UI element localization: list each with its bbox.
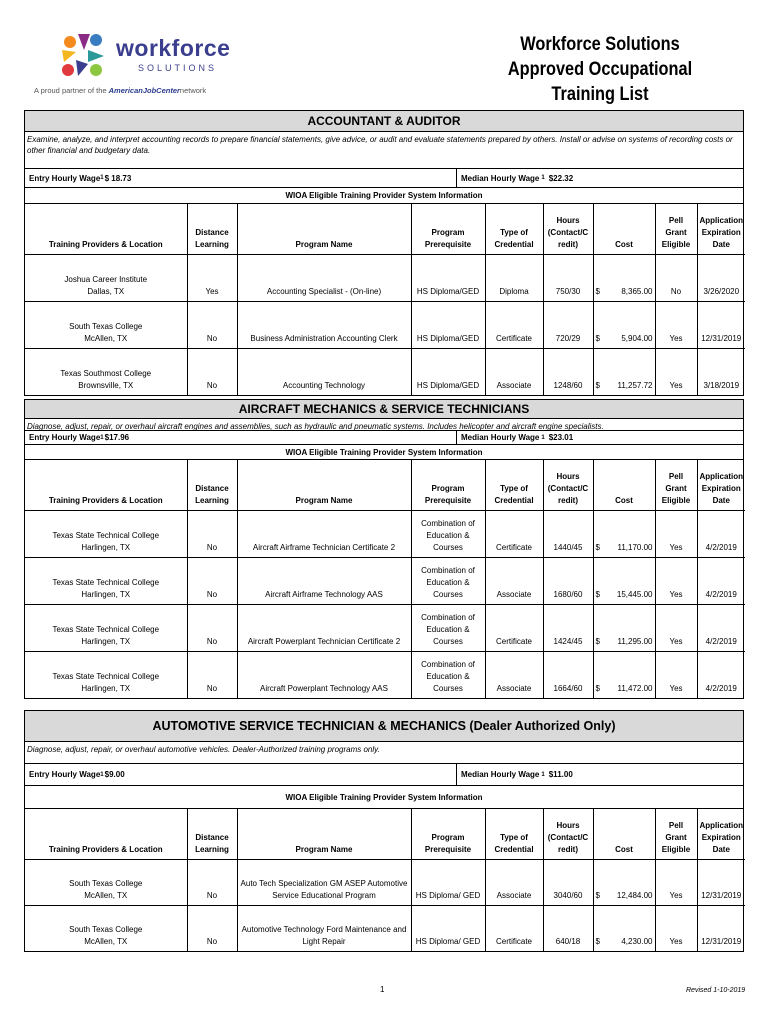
cost-cell <box>593 905 655 951</box>
training-table <box>25 460 745 698</box>
hours-cell: 1664/60 <box>543 651 593 698</box>
wioa-label: WIOA Eligible Training Provider System Information <box>25 445 743 460</box>
distance-cell: No <box>187 348 237 395</box>
expiration-cell: 3/26/2020 <box>697 254 745 301</box>
prereq-cell: Combination of Education & Courses <box>411 510 485 557</box>
logo-partner-line: A proud partner of the AmericanJobCenternetwork <box>34 86 207 95</box>
credential-cell: Associate <box>485 348 543 395</box>
provider-location: McAllen, TX <box>84 333 128 343</box>
column-header-pell: Pell Grant Eligible <box>655 460 697 510</box>
table-row <box>25 254 745 301</box>
provider-location: Brownsville, TX <box>78 381 134 390</box>
median-wage: Median Hourly Wage 1 $22.32 <box>461 173 574 183</box>
column-header-credential: Type of Credential <box>485 809 543 859</box>
column-header-program: Program Name <box>237 204 411 254</box>
cost-value: 11,257.72 <box>617 381 653 390</box>
provider-name: Joshua Career Institute <box>64 274 148 284</box>
table-row <box>25 557 745 604</box>
distance-cell: No <box>187 301 237 348</box>
cost-cell <box>593 651 655 698</box>
program-cell: Aircraft Airframe Technician Certificate 2 <box>237 510 411 557</box>
cost-cell <box>593 604 655 651</box>
logo-pinwheel-icon <box>56 28 110 82</box>
cost-value: 5,904.00 <box>621 333 653 343</box>
section-title: AIRCRAFT MECHANICS & SERVICE TECHNICIANS <box>25 400 743 419</box>
prereq-cell: Combination of Education & Courses <box>411 604 485 651</box>
cost-cell <box>593 557 655 604</box>
cost-value: 15,445.00 <box>616 589 653 599</box>
credential-cell: Certificate <box>485 510 543 557</box>
column-header-provider: Training Providers & Location <box>25 460 187 510</box>
pell-cell: Yes <box>655 651 697 698</box>
column-header-hours: Hours (Contact/C redit) <box>543 204 593 254</box>
wage-row <box>25 431 743 445</box>
wioa-label: WIOA Eligible Training Provider System Information <box>25 188 743 204</box>
pell-cell: Yes <box>655 510 697 557</box>
provider-cell <box>25 510 187 557</box>
table-header-row <box>25 460 745 510</box>
entry-wage-value: $17.96 <box>104 433 130 442</box>
distance-cell: No <box>187 510 237 557</box>
column-header-expiration: Application Expiration Date <box>697 809 745 859</box>
expiration-cell: 4/2/2019 <box>697 557 745 604</box>
expiration-cell: 12/31/2019 <box>701 937 742 946</box>
section-description: Examine, analyze, and interpret accounting records to prepare financial statements, give advice, or audit and evaluate statements prepared by others. Install or advise on systems of recording costs or other financial and budgetary data. <box>25 132 743 169</box>
provider-location: Dallas, TX <box>87 286 125 296</box>
cost-currency: $ <box>595 684 600 693</box>
cost-value: 11,170.00 <box>617 542 653 552</box>
wioa-label: WIOA Eligible Training Provider System Information <box>25 786 743 809</box>
pell-cell: Yes <box>655 859 697 905</box>
provider-name: South Texas College <box>69 925 143 934</box>
cost-currency: $ <box>595 890 600 900</box>
median-wage-value: $11.00 <box>548 770 573 779</box>
program-cell: Accounting Technology <box>237 348 411 395</box>
wage-row <box>25 169 743 188</box>
provider-cell <box>25 301 187 348</box>
hours-cell: 720/29 <box>543 301 593 348</box>
table-row <box>25 301 745 348</box>
expiration-cell: 4/2/2019 <box>697 604 745 651</box>
entry-wage: Entry Hourly Wage 1 $ 18.73 <box>25 169 457 187</box>
section-description: Diagnose, adjust, repair, or overhaul automotive vehicles. Dealer-Authorized training programs only. <box>25 742 743 764</box>
entry-wage: Entry Hourly Wage 1 $17.96 <box>25 431 457 444</box>
provider-name: Texas State Technical College <box>52 577 160 587</box>
column-header-prereq: Program Prerequisite <box>411 204 485 254</box>
cost-currency: $ <box>595 381 600 390</box>
cost-currency: $ <box>595 589 600 599</box>
prereq-cell: HS Diploma/GED <box>411 348 485 395</box>
provider-cell <box>25 905 187 951</box>
program-cell: Business Administration Accounting Clerk <box>237 301 411 348</box>
cost-currency: $ <box>595 286 600 296</box>
section-title: ACCOUNTANT & AUDITOR <box>25 111 743 132</box>
column-header-expiration: Application Expiration Date <box>697 204 745 254</box>
distance-cell: No <box>187 604 237 651</box>
workforce-solutions-logo <box>34 26 264 98</box>
provider-cell <box>25 557 187 604</box>
section-title: AUTOMOTIVE SERVICE TECHNICIAN & MECHANICS (Dealer Authorized Only) <box>25 711 743 742</box>
provider-cell <box>25 604 187 651</box>
prereq-cell: Combination of Education & Courses <box>411 557 485 604</box>
hours-cell: 750/30 <box>543 254 593 301</box>
cost-currency: $ <box>595 333 600 343</box>
provider-name: Texas State Technical College <box>52 672 160 681</box>
logo-wordmark: workforce <box>116 35 231 61</box>
wage-row <box>25 764 743 786</box>
program-cell: Automotive Technology Ford Maintenance and Light Repair <box>237 905 411 951</box>
provider-name: Texas State Technical College <box>52 624 160 634</box>
column-header-cost: Cost <box>593 460 655 510</box>
provider-cell <box>25 348 187 395</box>
expiration-cell: 3/18/2019 <box>703 381 740 390</box>
section-accountant-auditor <box>24 110 744 396</box>
column-header-pell: Pell Grant Eligible <box>655 204 697 254</box>
column-header-program: Program Name <box>237 809 411 859</box>
program-cell: Aircraft Airframe Technology AAS <box>237 557 411 604</box>
cost-cell <box>593 254 655 301</box>
program-cell: Aircraft Powerplant Technician Certificate 2 <box>237 604 411 651</box>
distance-cell: No <box>187 651 237 698</box>
program-cell: Auto Tech Specialization GM ASEP Automotive Service Educational Program <box>237 859 411 905</box>
cost-cell <box>593 348 655 395</box>
provider-name: Texas Southmost College <box>60 369 152 378</box>
column-header-program: Program Name <box>237 460 411 510</box>
prereq-cell: HS Diploma/ GED <box>411 859 485 905</box>
hours-cell: 1424/45 <box>543 604 593 651</box>
cost-currency: $ <box>595 636 600 646</box>
expiration-cell: 4/2/2019 <box>705 684 737 693</box>
cost-value: 12,484.00 <box>616 890 653 900</box>
prereq-cell: HS Diploma/GED <box>411 254 485 301</box>
credential-cell: Certificate <box>485 301 543 348</box>
page-title: Workforce Solutions Approved Occupational Training List <box>507 34 693 105</box>
entry-wage-value: $ 18.73 <box>104 173 132 183</box>
distance-cell: Yes <box>187 254 237 301</box>
column-header-distance: Distance Learning <box>187 460 237 510</box>
provider-name: Texas State Technical College <box>52 530 160 540</box>
hours-cell: 640/18 <box>543 905 593 951</box>
training-table <box>25 204 745 395</box>
column-header-provider: Training Providers & Location <box>25 809 187 859</box>
median-wage-value: $23.01 <box>548 433 574 442</box>
distance-cell: No <box>187 905 237 951</box>
credential-cell: Certificate <box>485 905 543 951</box>
provider-location: Harlingen, TX <box>81 684 131 693</box>
provider-cell <box>25 254 187 301</box>
prereq-cell: HS Diploma/GED <box>411 301 485 348</box>
cost-value: 11,472.00 <box>617 684 653 693</box>
column-header-cost: Cost <box>593 204 655 254</box>
section-automotive-technicians <box>24 710 744 952</box>
table-row <box>25 510 745 557</box>
cost-cell <box>593 510 655 557</box>
column-header-credential: Type of Credential <box>485 204 543 254</box>
program-cell: Accounting Specialist - (On-line) <box>237 254 411 301</box>
cost-value: 8,365.00 <box>621 286 653 296</box>
cost-value: 4,230.00 <box>621 937 653 946</box>
hours-cell: 1680/60 <box>543 557 593 604</box>
table-row <box>25 651 745 698</box>
median-wage: Median Hourly Wage 1 $23.01 <box>461 433 574 442</box>
cost-currency: $ <box>595 542 600 552</box>
provider-location: McAllen, TX <box>84 890 128 900</box>
median-wage: Median Hourly Wage 1 $11.00 <box>461 770 573 779</box>
distance-cell: No <box>187 859 237 905</box>
hours-cell: 3040/60 <box>543 859 593 905</box>
pell-cell: No <box>655 254 697 301</box>
provider-location: Harlingen, TX <box>81 589 131 599</box>
section-description: Diagnose, adjust, repair, or overhaul aircraft engines and assemblies, such as hydraulic and pneumatic systems. Includes helicopter and aircraft engine specialists. <box>25 419 743 431</box>
column-header-pell: Pell Grant Eligible <box>655 809 697 859</box>
table-row <box>25 859 745 905</box>
provider-location: Harlingen, TX <box>81 542 131 552</box>
column-header-credential: Type of Credential <box>485 460 543 510</box>
column-header-prereq: Program Prerequisite <box>411 809 485 859</box>
expiration-cell: 4/2/2019 <box>697 510 745 557</box>
column-header-distance: Distance Learning <box>187 204 237 254</box>
provider-name: South Texas College <box>69 321 143 331</box>
column-header-provider: Training Providers & Location <box>25 204 187 254</box>
hours-cell: 1248/60 <box>543 348 593 395</box>
cost-value: 11,295.00 <box>617 636 653 646</box>
column-header-hours: Hours (Contact/C redit) <box>543 809 593 859</box>
pell-cell: Yes <box>655 604 697 651</box>
table-row <box>25 348 745 395</box>
credential-cell: Associate <box>485 651 543 698</box>
section-aircraft-mechanics <box>24 399 744 699</box>
provider-cell <box>25 859 187 905</box>
column-header-prereq: Program Prerequisite <box>411 460 485 510</box>
credential-cell: Associate <box>485 859 543 905</box>
table-header-row <box>25 809 745 859</box>
credential-cell: Certificate <box>485 604 543 651</box>
pell-cell: Yes <box>655 301 697 348</box>
expiration-cell: 12/31/2019 <box>697 859 745 905</box>
entry-wage: Entry Hourly Wage 1 $9.00 <box>25 764 457 785</box>
cost-currency: $ <box>595 937 600 946</box>
column-header-hours: Hours (Contact/C redit) <box>543 460 593 510</box>
program-cell: Aircraft Powerplant Technology AAS <box>237 651 411 698</box>
provider-location: Harlingen, TX <box>81 636 131 646</box>
revised-date: Revised 1-10-2019 <box>686 987 746 994</box>
entry-wage-value: $9.00 <box>104 770 125 779</box>
table-row <box>25 604 745 651</box>
training-table <box>25 809 745 951</box>
table-row <box>25 905 745 951</box>
column-header-expiration: Application Expiration Date <box>697 460 745 510</box>
provider-location: McAllen, TX <box>84 937 128 946</box>
provider-cell <box>25 651 187 698</box>
expiration-cell: 12/31/2019 <box>697 301 745 348</box>
distance-cell: No <box>187 557 237 604</box>
cost-cell <box>593 301 655 348</box>
prereq-cell: HS Diploma/ GED <box>411 905 485 951</box>
hours-cell: 1440/45 <box>543 510 593 557</box>
prereq-cell: Combination of Education & Courses <box>411 651 485 698</box>
pell-cell: Yes <box>655 905 697 951</box>
logo-subtitle: SOLUTIONS <box>138 63 218 73</box>
credential-cell: Diploma <box>485 254 543 301</box>
median-wage-value: $22.32 <box>548 173 574 183</box>
column-header-distance: Distance Learning <box>187 809 237 859</box>
table-header-row <box>25 204 745 254</box>
pell-cell: Yes <box>655 348 697 395</box>
provider-name: South Texas College <box>69 878 143 888</box>
credential-cell: Associate <box>485 557 543 604</box>
column-header-cost: Cost <box>593 809 655 859</box>
page-number: 1 <box>380 985 385 994</box>
pell-cell: Yes <box>655 557 697 604</box>
cost-cell <box>593 859 655 905</box>
